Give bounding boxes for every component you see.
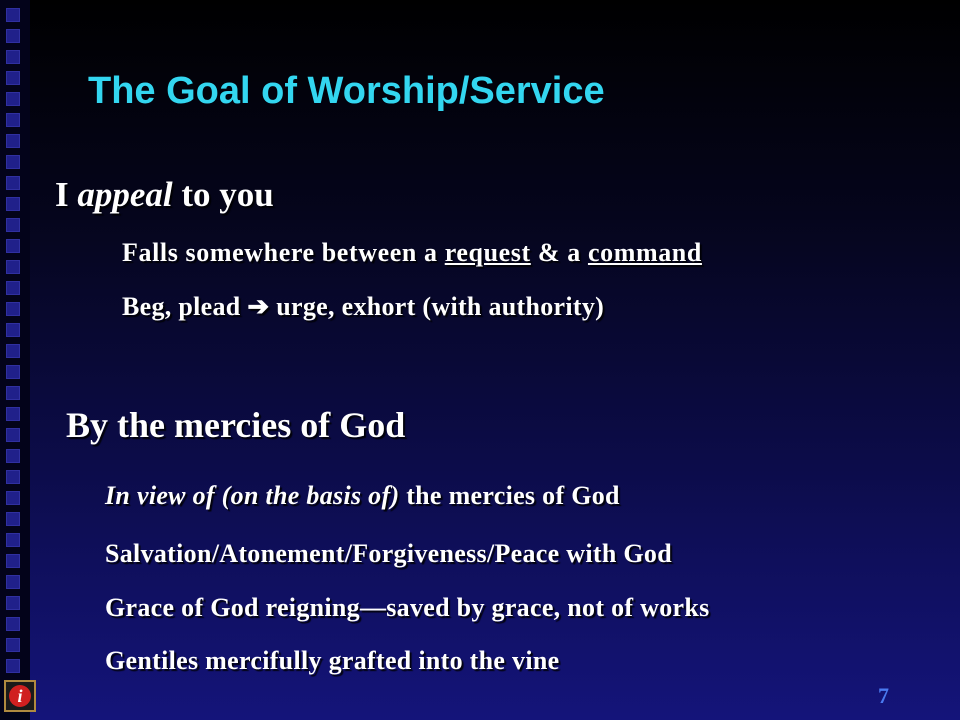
line-text: Beg, plead [122,292,248,321]
decorative-square [6,197,20,211]
decorative-square [6,638,20,652]
decorative-square [6,323,20,337]
decorative-square [6,113,20,127]
decorative-square [6,71,20,85]
appeal-line-beg-plead [122,292,604,322]
info-button[interactable] [4,680,36,712]
decorative-square [6,491,20,505]
decorative-square [6,470,20,484]
decorative-square [6,344,20,358]
info-icon: i [9,685,31,707]
mercies-line-gentiles: Gentiles mercifully grafted into the vine [105,646,560,675]
left-decorative-strip [0,0,30,720]
line-text: the mercies of God [399,481,620,510]
decorative-square [6,449,20,463]
mercies-line-salvation: Salvation/Atonement/Forgiveness/Peace with God [105,539,672,568]
decorative-square [6,260,20,274]
arrow-right-icon: ➔ [247,292,270,321]
decorative-square [6,8,20,22]
underlined-request: request [444,238,531,267]
decorative-square [6,302,20,316]
decorative-square [6,554,20,568]
appeal-line-request-command [122,238,702,268]
decorative-square [6,365,20,379]
line-text: Falls somewhere between a [122,238,445,267]
decorative-square [6,617,20,631]
decorative-squares [4,0,26,720]
decorative-square [6,281,20,295]
underlined-command: command [587,238,702,267]
decorative-square [6,512,20,526]
in-view-emphasis: In view of (on the basis of) [105,481,400,510]
slide-title: The Goal of Worship/Service [88,70,605,112]
slide-number: 7 [878,683,889,708]
decorative-square [6,659,20,673]
decorative-square [6,533,20,547]
decorative-square [6,155,20,169]
heading-mercies: By the mercies of God [66,405,406,445]
heading-appeal [55,175,274,215]
mercies-line-grace: Grace of God reigning—saved by grace, not of works [105,593,710,622]
line-text: urge, exhort (with authority) [269,292,605,321]
decorative-square [6,134,20,148]
decorative-square [6,239,20,253]
decorative-square [6,176,20,190]
decorative-square [6,29,20,43]
heading-appeal-post: to you [172,175,274,214]
decorative-square [6,407,20,421]
decorative-square [6,575,20,589]
decorative-square [6,428,20,442]
decorative-square [6,50,20,64]
decorative-square [6,92,20,106]
decorative-square [6,386,20,400]
line-text: & a [530,238,588,267]
mercies-line-in-view [105,481,620,511]
heading-appeal-emphasis: appeal [77,175,173,214]
decorative-square [6,218,20,232]
heading-appeal-pre: I [55,175,78,214]
decorative-square [6,596,20,610]
